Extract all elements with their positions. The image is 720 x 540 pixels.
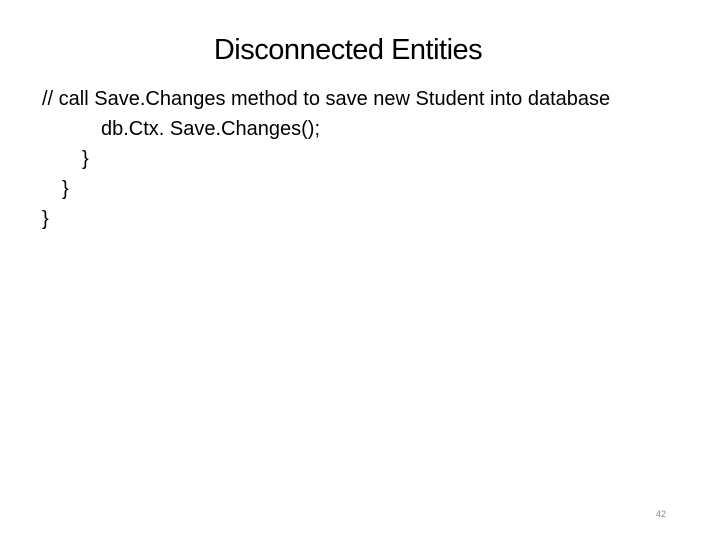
closing-brace-line: } <box>42 208 49 230</box>
closing-brace-line: } <box>82 148 89 170</box>
code-comment-line: // call Save.Changes method to save new Student into database <box>42 88 611 110</box>
code-statement-line: db.Ctx. Save.Changes(); <box>101 118 320 140</box>
closing-brace-line: } <box>62 178 69 200</box>
slide-number: 42 <box>655 509 666 519</box>
slide-title: Disconnected Entities <box>213 34 483 66</box>
